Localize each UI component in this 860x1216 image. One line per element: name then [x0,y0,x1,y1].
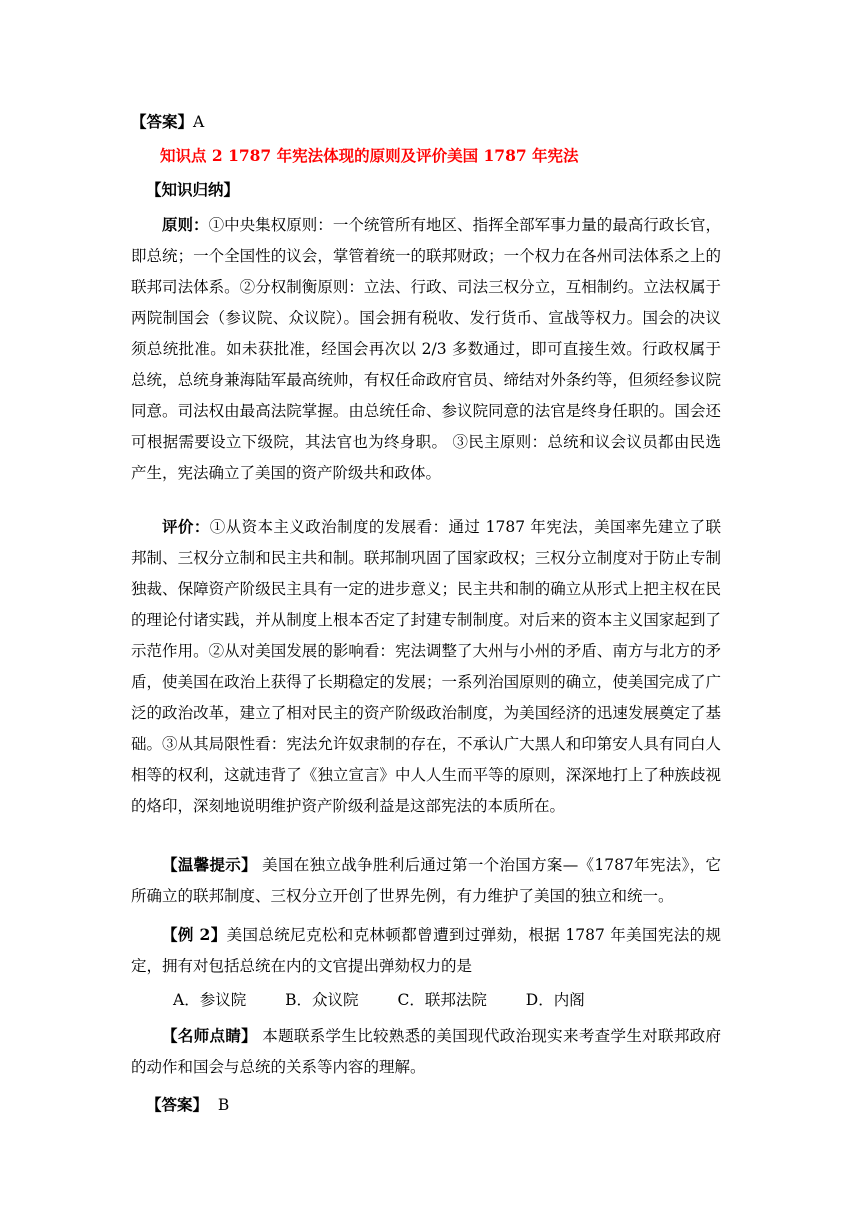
example-label: 【例 2】 [162,925,227,944]
knowledge-point-title: 知识点 2 1787 年宪法体现的原则及评价美国 1787 年宪法 [160,146,579,165]
evaluation-label: 评价： [162,517,210,536]
answer-2-value: B [208,1096,230,1114]
example-text: 美国总统尼克松和克林顿都曾遭到过弹劾，根据 1787 年美国宪法的规定，拥有对包括总统在内的文官提出弹劾权力的是 [131,926,721,975]
tip-label: 【温馨提示】 [162,855,257,874]
option-a: A．参议院 [173,991,247,1009]
answer-1 [131,106,721,138]
principles-text: ①中央集权原则：一个统管所有地区、指挥全部军事力量的最高行政长官，即总统；一个全国性的议会，掌管着统一的联邦财政；一个权力在各州司法体系之上的联邦司法体系。②分权制衡原则：立法、行政、司法三权分立，互相制约。立法权属于两院制国会（参议院、众议院）。国会拥有税收、发行货币、宣战等权力。国会的决议须总统批准。如未获批准，经国会再次以 2/3 多数通过，即可直接生效。行政权属于总统，总统身兼海陆军最高统帅，有权任命政府官员、缔结对外条约等，但须经参议院同意。司法权由最高法院掌握。由总统任命、参议院同意的法官是终身任职的。国会还可根据需要设立下级院，其法官也为终身职。 ③民主原则：总统和议会议员都由民选产生，宪法确立了美国的资产阶级共和政体。 [131,216,721,482]
principles-paragraph [131,209,721,489]
tip-paragraph [131,849,721,912]
knowledge-summary-heading: 【知识归纳】 [146,180,240,199]
teacher-note-paragraph [131,1020,721,1083]
option-b: B．众议院 [285,991,359,1009]
principles-label: 原则： [162,215,209,234]
option-d: D．内阁 [525,991,585,1009]
answer-2 [146,1089,736,1121]
answer-value: A [193,113,205,131]
evaluation-paragraph [131,511,721,822]
tip-text: 美国在独立战争胜利后通过第一个治国方案—《1787年宪法》，它所确立的联邦制度、三权分立开创了世界先例，有力维护了美国的独立和统一。 [131,856,721,905]
answer-options [173,985,619,1016]
answer-2-label: 【答案】 [146,1095,209,1114]
teacher-text: 本题联系学生比较熟悉的美国现代政治现实来考查学生对联邦政府的动作和国会与总统的关系等内容的理解。 [131,1027,721,1076]
example-2-question [131,919,721,982]
evaluation-text: ①从资本主义政治制度的发展看：通过 1787 年宪法，美国率先建立了联邦制、三权分立制和民主共和制。联邦制巩固了国家政权；三权分立制度对于防止专制独裁、保障资产阶级民主具有一定的进步意义；民主共和制的确立从形式上把主权在民的理论付诸实践，并从制度上根本否定了封建专制制度。对后来的资本主义国家起到了示范作用。②从对美国发展的影响看：宪法调整了大州与小州的矛盾、南方与北方的矛盾，使美国在政治上获得了长期稳定的发展；一系列治国原则的确立，使美国完成了广泛的政治改革，建立了相对民主的资产阶级政治制度，为美国经济的迅速发展奠定了基础。③从其局限性看：宪法允许奴隶制的存在，不承认广大黑人和印第安人具有同白人相等的权利，这就违背了《独立宣言》中人人生而平等的原则，深深地打上了种族歧视的烙印，深刻地说明维护资产阶级利益是这部宪法的本质所在。 [131,518,721,815]
answer-label: 【答案】 [131,112,194,131]
option-c: C．联邦法院 [397,991,487,1009]
teacher-label: 【名师点睛】 [162,1026,257,1045]
